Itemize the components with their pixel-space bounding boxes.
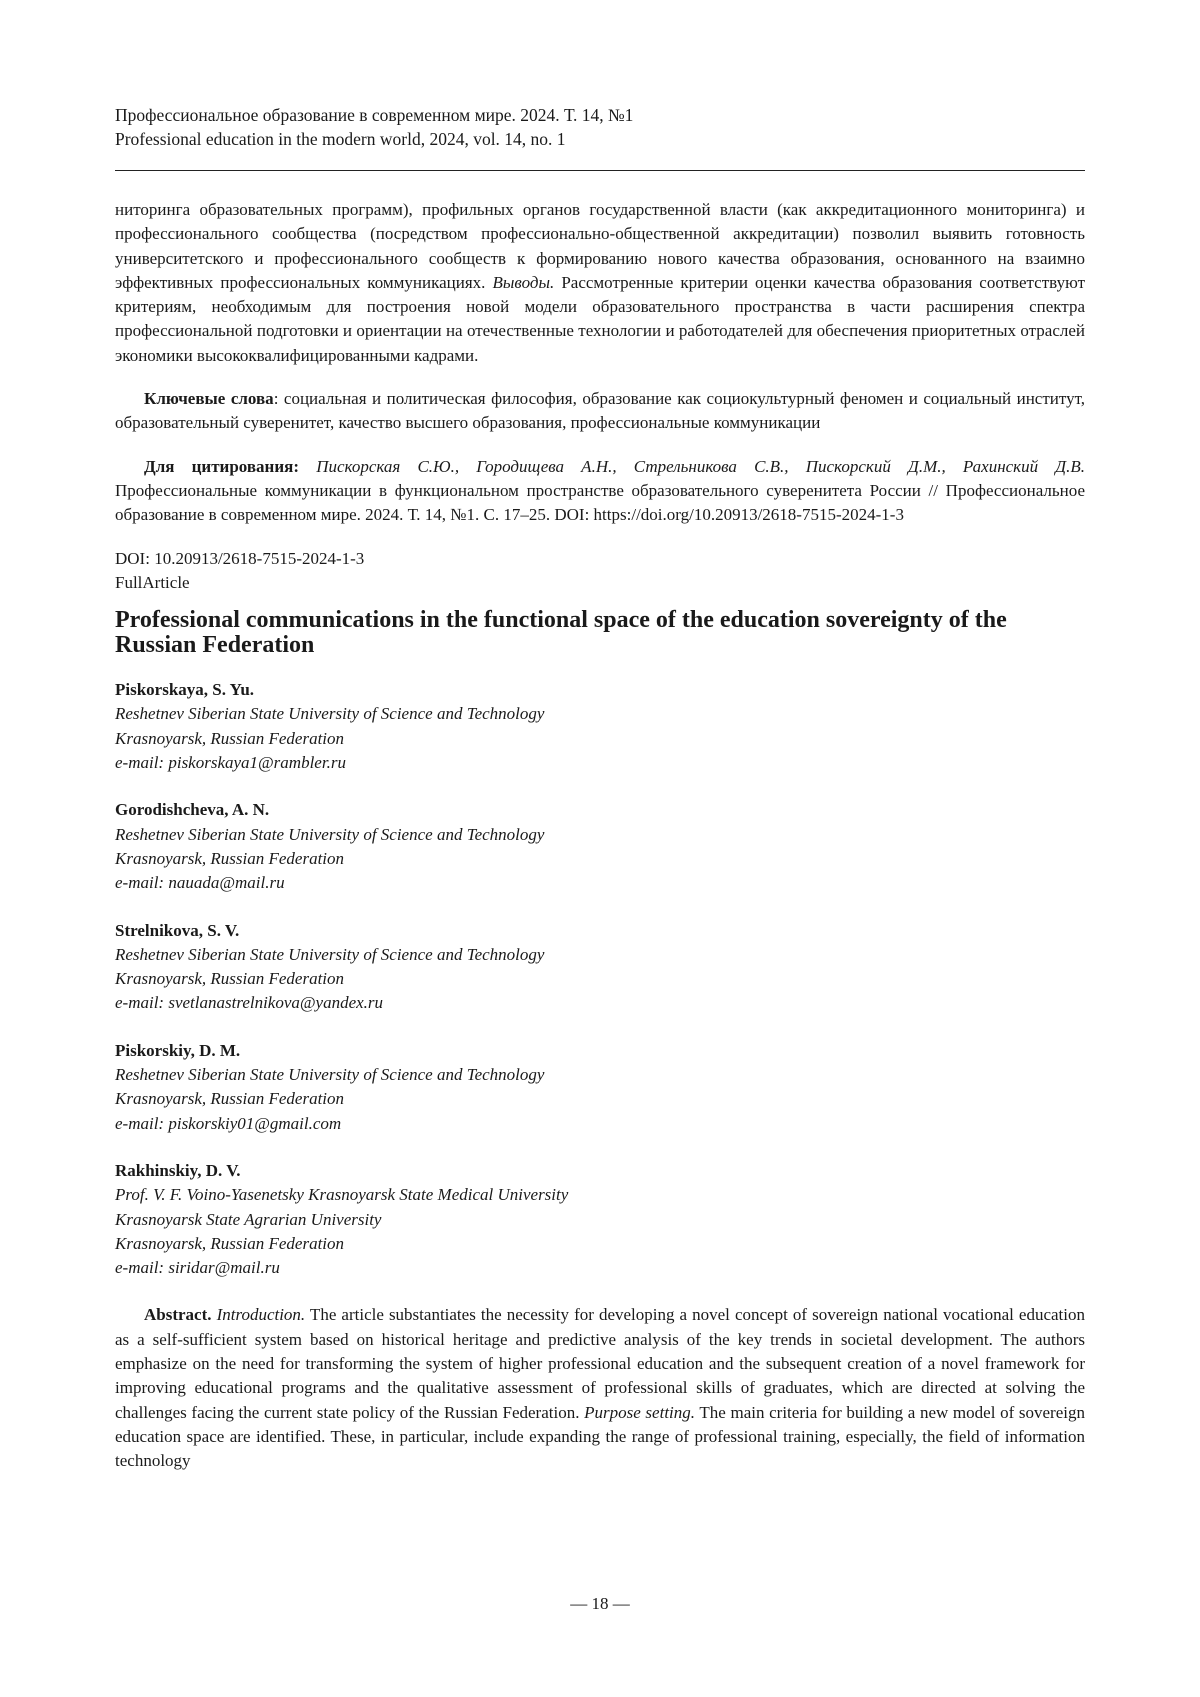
author-email: e-mail: siridar@mail.ru	[115, 1256, 1085, 1280]
author-location: Krasnoyarsk, Russian Federation	[115, 847, 1085, 871]
author-block	[115, 919, 1085, 1016]
author-affiliation: Reshetnev Siberian State University of Science and Technology	[115, 702, 1085, 726]
running-head-en: Professional education in the modern world, 2024, vol. 14, no. 1	[115, 127, 1085, 151]
author-name: Strelnikova, S. V.	[115, 919, 1085, 943]
author-email: e-mail: piskorskiy01@gmail.com	[115, 1112, 1085, 1136]
abstract-intro-label: Introduction.	[212, 1305, 306, 1324]
author-name: Piskorskiy, D. M.	[115, 1039, 1085, 1063]
citation-authors: Пискорская С.Ю., Городищева А.Н., Стрельникова С.В., Пискорский Д.М., Рахинский Д.В.	[299, 457, 1085, 476]
author-affiliation: Reshetnev Siberian State University of Science and Technology	[115, 943, 1085, 967]
keywords-paragraph	[115, 387, 1085, 436]
page	[0, 0, 1200, 1697]
header-divider	[115, 170, 1085, 171]
abstract-purpose-label: Purpose setting.	[579, 1403, 695, 1422]
intro-text-2: Рассмотренные критерии оценки качества образования соответствуют критериям, необходимым для построения новой модели образовательного пространства в части расширения спектра профессиональной подготовки и ориентации на отечественные технологии и работодателей для обеспечения приоритетных отраслей экономики высококвалифицированными кадрами.	[115, 273, 1085, 365]
author-location: Krasnoyarsk, Russian Federation	[115, 1087, 1085, 1111]
author-affiliation: Prof. V. F. Voino-Yasenetsky Krasnoyarsk State Medical University	[115, 1183, 1085, 1207]
article-title: Professional communications in the functional space of the education sovereignty of the Russian Federation	[115, 608, 1085, 658]
doi-line: DOI: 10.20913/2618-7515-2024-1-3	[115, 547, 1085, 571]
author-email: e-mail: nauada@mail.ru	[115, 871, 1085, 895]
author-affiliation: Krasnoyarsk State Agrarian University	[115, 1208, 1085, 1232]
author-name: Rakhinskiy, D. V.	[115, 1159, 1085, 1183]
article-type: FullArticle	[115, 571, 1085, 595]
author-block	[115, 678, 1085, 775]
authors-list	[115, 678, 1085, 1280]
running-head	[115, 103, 1085, 151]
author-email: e-mail: piskorskaya1@rambler.ru	[115, 751, 1085, 775]
author-location: Krasnoyarsk, Russian Federation	[115, 727, 1085, 751]
abstract-label: Abstract.	[144, 1305, 212, 1324]
abstract-text-1: The article substantiates the necessity for developing a novel concept of sovereign national vocational education as a self-sufficient system based on historical heritage and predictive analysis of the key trends in societal development. The authors emphasize on the need for transforming the system of higher professional education and the subsequent creation of a novel framework for improving educational programs and the qualitative assessment of professional skills of graduates, which are directed at solving the challenges facing the current state policy of the Russian Federation.	[115, 1305, 1085, 1421]
article-body	[115, 198, 1085, 1473]
keywords-label: Ключевые слова	[144, 389, 274, 408]
citation-label: Для цитирования:	[144, 457, 299, 476]
abstract-text-2: The main criteria for building a new model of sovereign education space are identified. These, in particular, include expanding the range of professional training, especially, the field of information technology	[115, 1403, 1085, 1471]
intro-paragraph	[115, 198, 1085, 368]
author-affiliation: Reshetnev Siberian State University of Science and Technology	[115, 823, 1085, 847]
author-block	[115, 1039, 1085, 1136]
author-location: Krasnoyarsk, Russian Federation	[115, 967, 1085, 991]
author-location: Krasnoyarsk, Russian Federation	[115, 1232, 1085, 1256]
author-name: Piskorskaya, S. Yu.	[115, 678, 1085, 702]
abstract-paragraph	[115, 1303, 1085, 1473]
running-head-ru: Профессиональное образование в современном мире. 2024. Т. 14, №1	[115, 103, 1085, 127]
intro-text-1: ниторинга образовательных программ), профильных органов государственной власти (как аккредитационного мониторинга) и профессионального сообщества (посредством профессионально-общественной аккредитации) позволил выявить готовность университетского и профессионального сообществ к формированию нового качества образования, основанного на взаимно эффективных профессиональных коммуникациях.	[115, 200, 1085, 292]
author-block	[115, 798, 1085, 895]
conclusions-label: Выводы.	[493, 273, 555, 292]
citation-paragraph	[115, 455, 1085, 528]
author-block	[115, 1159, 1085, 1280]
author-email: e-mail: svetlanastrelnikova@yandex.ru	[115, 991, 1085, 1015]
author-affiliation: Reshetnev Siberian State University of Science and Technology	[115, 1063, 1085, 1087]
citation-text: Профессиональные коммуникации в функциональном пространстве образовательного суверенитета России // Профессиональное образование в современном мире. 2024. Т. 14, №1. С. 17–25. DOI: https://doi.org/10.20913/2618-7515-2024-1-3	[115, 481, 1085, 524]
page-number: — 18 —	[0, 1594, 1200, 1614]
keywords-text: : социальная и политическая философия, образование как социокультурный феномен и социальный институт, образовательный суверенитет, качество высшего образования, профессиональные коммуникации	[115, 389, 1085, 432]
author-name: Gorodishcheva, A. N.	[115, 798, 1085, 822]
